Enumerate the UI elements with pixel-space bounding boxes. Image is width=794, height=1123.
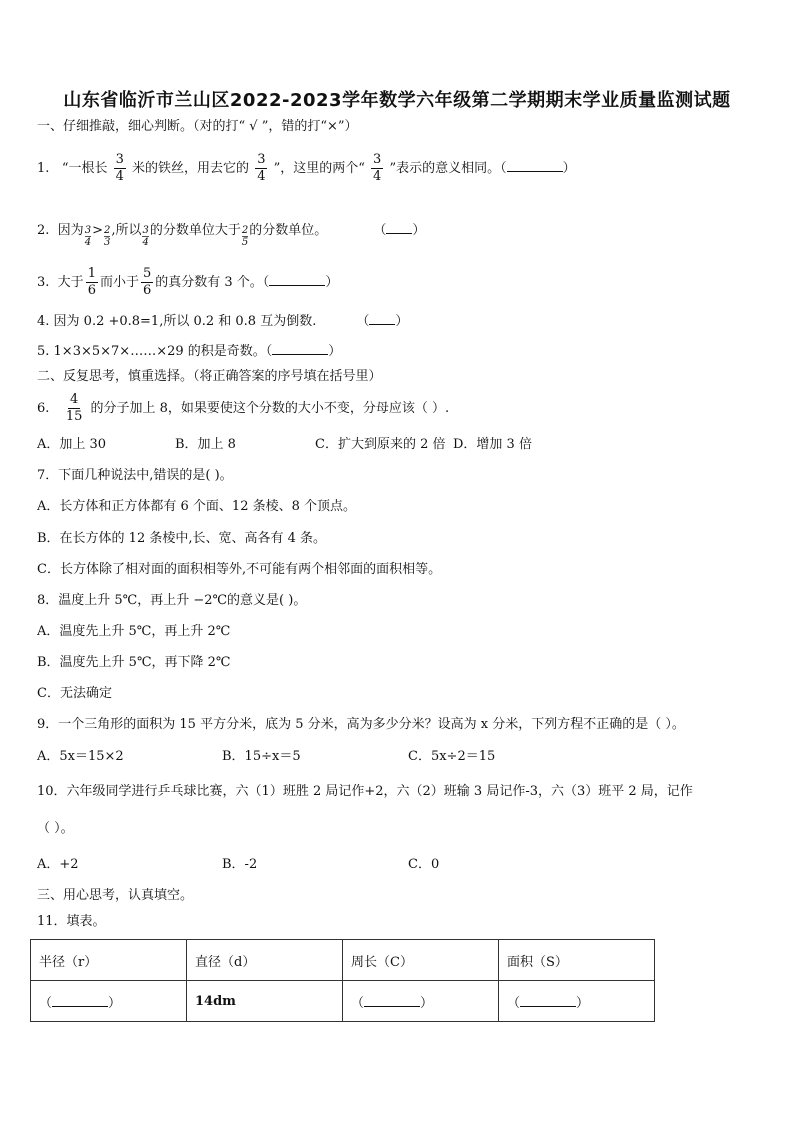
question-7: 7．下面几种说法中,错误的是( )。 bbox=[37, 468, 233, 483]
answer-blank[interactable] bbox=[507, 159, 563, 172]
question-4: 4. 因为 0.2 +0.8=1,所以 0.2 和 0.8 互为倒数. （ ） bbox=[37, 314, 409, 329]
answer-blank[interactable] bbox=[520, 994, 576, 1007]
answer-blank[interactable] bbox=[364, 994, 420, 1007]
option-c[interactable]: C．扩大到原来的 2 倍 bbox=[315, 437, 446, 452]
question-number: 1. bbox=[37, 161, 50, 176]
q1-text-1: “一根长 bbox=[61, 161, 108, 176]
fraction: $\frac{1}{6}$ bbox=[87, 266, 96, 298]
option-c[interactable]: C．长方体除了相对面的面积相等外,不可能有两个相邻面的面积相等。 bbox=[37, 562, 442, 577]
table-cell: （ ） bbox=[31, 981, 187, 1022]
question-10-continued: （ ）。 bbox=[37, 821, 74, 836]
option-b[interactable]: B．在长方体的 12 条棱中,长、宽、高各有 4 条。 bbox=[37, 531, 327, 546]
option-a[interactable]: A．+2 bbox=[37, 857, 79, 872]
question-8: 8．温度上升 5℃，再上升 −2℃的意义是( )。 bbox=[37, 593, 307, 608]
section-heading-fill: 三、用心思考，认真填空。 bbox=[37, 888, 194, 903]
answer-blank[interactable] bbox=[272, 342, 328, 355]
page-title: 山东省临沂市兰山区2022-2023学年数学六年级第二学期期末学业质量监测试题 bbox=[63, 90, 731, 111]
option-a[interactable]: A．加上 30 bbox=[37, 437, 107, 452]
table-header-cell: 面积（S） bbox=[499, 940, 655, 981]
fraction: $\frac{2}{5}$ bbox=[241, 225, 249, 248]
question-5: 5. 1×3×5×7×……×29 的积是奇数。（ ） bbox=[37, 344, 342, 359]
table-header-row bbox=[31, 940, 655, 981]
question-10: 10．六年级同学进行乒乓球比赛，六（1）班胜 2 局记作+2，六（2）班输 3 局记作-3，六（3）班平 2 局，记作 bbox=[37, 784, 693, 799]
fraction: $\frac{3}{4}$ bbox=[84, 225, 92, 248]
option-a[interactable]: A．温度先上升 5℃，再上升 2℃ bbox=[37, 624, 231, 639]
fraction: $\frac{3}{4}$ bbox=[373, 152, 382, 184]
option-b[interactable]: B．15÷x＝5 bbox=[222, 749, 301, 764]
option-c[interactable]: C．无法确定 bbox=[37, 686, 112, 701]
question-number: 3. bbox=[37, 275, 50, 290]
table-header-cell: 直径（d） bbox=[187, 940, 343, 981]
option-b[interactable]: B．温度先上升 5℃，再下降 2℃ bbox=[37, 655, 231, 670]
section-heading-choice: 二、反复思考，慎重选择。（将正确答案的序号填在括号里） bbox=[37, 369, 382, 384]
option-b[interactable]: B．加上 8 bbox=[175, 437, 236, 452]
question-6: 6. $\frac{4}{15}$ 的分子加上 8，如果要使这个分数的大小不变，分母应该（ ）. bbox=[37, 392, 450, 424]
question-number: 2. bbox=[37, 223, 50, 238]
table-header-cell: 周长（C） bbox=[343, 940, 499, 981]
question-1: 1. “一根长 $\frac{3}{4}$ 米的铁丝，用去它的 $\frac{3}{4}$ ”，这里的两个“ $\frac{3}{4}$ ”表示的意义相同。（ ） bbox=[37, 152, 576, 184]
table-header-cell: 半径（r） bbox=[31, 940, 187, 981]
question-3: 3. 大于 $\frac{1}{6}$ 而小于 $\frac{5}{6}$ 的真分数有 3 个。（ ） bbox=[37, 266, 339, 298]
answer-blank[interactable] bbox=[369, 312, 395, 325]
option-b[interactable]: B．-2 bbox=[222, 857, 258, 872]
option-a[interactable]: A．长方体和正方体都有 6 个面、12 条棱、8 个顶点。 bbox=[37, 499, 357, 514]
section-heading-judgement: 一、仔细推敲，细心判断。（对的打“ √ ”，错的打“×”） bbox=[37, 119, 358, 134]
answer-blank[interactable] bbox=[386, 221, 412, 234]
fill-table bbox=[30, 939, 655, 1022]
table-cell: （ ） bbox=[343, 981, 499, 1022]
q1-text-2: 米的铁丝，用去它的 bbox=[132, 161, 250, 176]
fraction: $\frac{3}{4}$ bbox=[115, 152, 124, 184]
question-11: 11．填表。 bbox=[37, 914, 106, 929]
fraction: $\frac{3}{4}$ bbox=[142, 225, 149, 248]
answer-blank[interactable] bbox=[269, 273, 325, 286]
table-cell: （ ） bbox=[499, 981, 655, 1022]
question-2: 2. 因为 $\frac{3}{4}$ > $\frac{2}{3}$ ,所以 $\frac{3}{4}$ 的分数单位大于 $\frac{2}{5}$ 的分数单位。 （ ） bbox=[37, 223, 426, 248]
option-c[interactable]: C．0 bbox=[408, 857, 440, 872]
fraction: $\frac{3}{4}$ bbox=[257, 152, 266, 184]
q1-text-3: ”，这里的两个“ bbox=[273, 161, 365, 176]
question-number: 6. bbox=[37, 401, 50, 416]
answer-blank[interactable] bbox=[52, 994, 108, 1007]
table-row bbox=[31, 981, 655, 1022]
fraction: $\frac{5}{6}$ bbox=[142, 266, 152, 298]
option-c[interactable]: C．5x÷2＝15 bbox=[408, 749, 496, 764]
fraction: $\frac{4}{15}$ bbox=[65, 392, 83, 424]
table-cell: 14dm bbox=[187, 981, 343, 1022]
q1-text-4: ”表示的意义相同。（ bbox=[389, 161, 507, 176]
fraction: $\frac{2}{3}$ bbox=[103, 225, 111, 248]
option-d[interactable]: D．增加 3 倍 bbox=[453, 437, 532, 452]
option-a[interactable]: A．5x＝15×2 bbox=[37, 749, 124, 764]
question-9: 9．一个三角形的面积为 15 平方分米，底为 5 分米，高为多少分米？设高为 x 分米，下列方程不正确的是（ ）。 bbox=[37, 717, 685, 732]
